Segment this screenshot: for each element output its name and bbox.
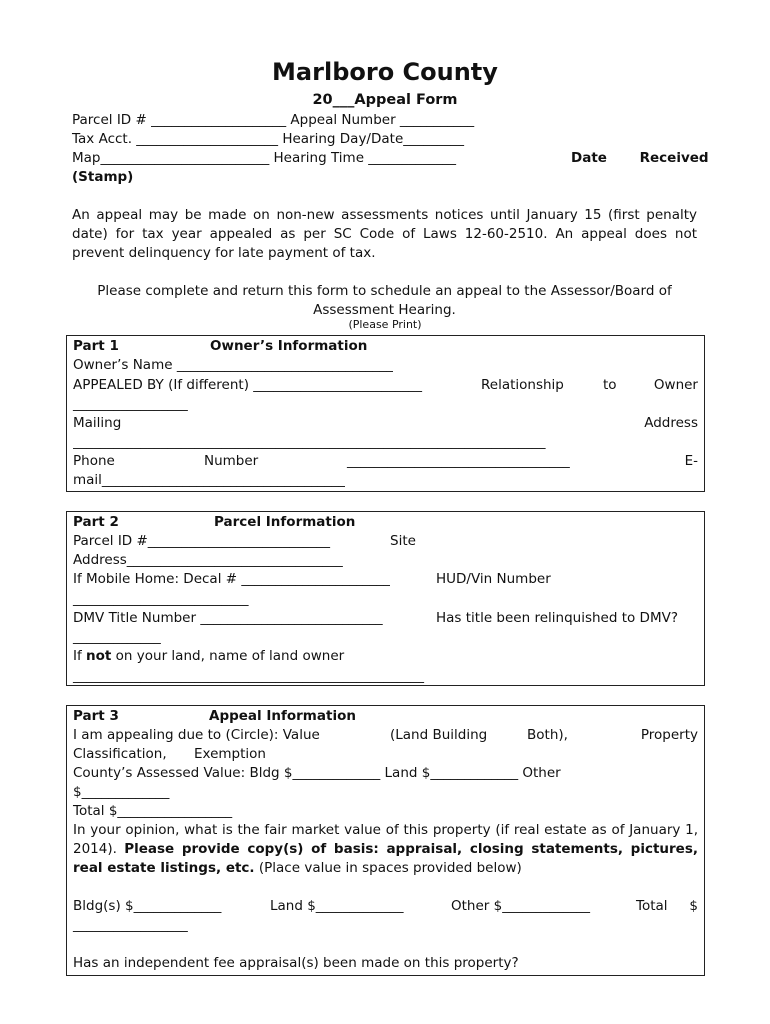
part3-heading: Appeal Information — [209, 708, 356, 724]
property-option[interactable]: Property — [640, 727, 698, 743]
fair-market-value-text — [73, 821, 698, 878]
appealed-by-field[interactable]: APPEALED BY (If different) _________________________ — [73, 377, 423, 393]
opinion-text: In your opinion, what is the fair market value of this property (if real estate as of January 1, 2014). — [73, 822, 698, 857]
parcel-id-field[interactable]: Parcel ID #___________________________ — [73, 533, 331, 549]
site-word: Site — [390, 533, 416, 549]
instruction-paragraph: Please complete and return this form to schedule an appeal to the Assessor/Board of Assessment Hearing. — [97, 283, 672, 318]
land-value-field[interactable]: Land $_____________ — [270, 898, 404, 914]
total-dollar: $ — [689, 898, 698, 914]
provide-copies-text: Please provide copy(s) of basis: appraisal, closing statements, pictures, real estate listings, etc. — [73, 841, 699, 876]
assessed-value-fields[interactable]: County’s Assessed Value: Bldg $_____________ Land $_____________ Other — [73, 765, 561, 781]
land-owner-field[interactable]: ____________________________________________________ — [73, 668, 424, 684]
assessed-total-field[interactable]: Total $_________________ — [73, 803, 233, 819]
place-value-text: (Place value in spaces provided below) — [258, 860, 522, 876]
part1-heading: Owner’s Information — [210, 338, 368, 354]
land-owner-if: If — [73, 648, 87, 664]
part3-label: Part 3 — [73, 708, 119, 724]
relinquished-question: Has title been relinquished to DMV? — [436, 610, 678, 626]
exemption-option[interactable]: Exemption — [194, 746, 266, 762]
address-word: Address — [644, 415, 698, 431]
part1-label: Part 1 — [73, 338, 119, 354]
total-value-field[interactable]: _________________ — [73, 917, 188, 933]
part2-parcel-section — [66, 511, 705, 686]
parcel-appeal-line: Parcel ID # ____________________ Appeal Number ___________ — [72, 112, 475, 128]
land-owner-not: not — [86, 648, 112, 664]
page-title: Marlboro County — [272, 58, 498, 86]
owner-word: Owner — [653, 377, 698, 393]
relationship-blank[interactable]: _________________ — [73, 396, 188, 412]
phone-field[interactable]: _________________________________ — [347, 453, 570, 469]
number-word: Number — [204, 453, 259, 469]
relationship-word: Relationship — [481, 377, 564, 393]
mobile-home-decal-field[interactable]: If Mobile Home: Decal # ______________________ — [73, 571, 390, 587]
assessed-other-field[interactable]: $_____________ — [73, 784, 170, 800]
mailing-address-field[interactable]: ______________________________________________________________________ — [73, 434, 546, 450]
date-received-label: Date Received — [571, 150, 709, 166]
land-building-option[interactable]: (Land Building — [390, 727, 488, 743]
classification-option[interactable]: Classification, — [73, 746, 167, 762]
map-hearing-time-line: Map_________________________ Hearing Time _____________ — [72, 150, 457, 166]
land-owner-label: on your land, name of land owner — [111, 648, 345, 664]
owner-name-field[interactable]: Owner’s Name ________________________________ — [73, 357, 393, 373]
form-subtitle: 20___Appeal Form — [312, 92, 458, 108]
to-word: to — [603, 377, 617, 393]
stamp-label: (Stamp) — [72, 169, 134, 185]
relinquished-field[interactable]: _____________ — [73, 629, 161, 645]
mailing-word: Mailing — [73, 415, 122, 431]
email-field[interactable]: mail____________________________________ — [73, 472, 345, 488]
part2-heading: Parcel Information — [214, 514, 356, 530]
independent-appraisal-question: Has an independent fee appraisal(s) been made on this property? — [73, 955, 519, 971]
tax-hearing-line: Tax Acct. _____________________ Hearing Day/Date_________ — [72, 131, 464, 147]
hud-vin-field[interactable]: __________________________ — [73, 591, 249, 607]
bldg-value-field[interactable]: Bldg(s) $_____________ — [73, 898, 222, 914]
phone-word: Phone — [73, 453, 115, 469]
part1-owner-section — [66, 335, 705, 492]
dmv-title-field[interactable]: DMV Title Number ___________________________ — [73, 610, 383, 626]
please-print-note: (Please Print) — [348, 318, 422, 331]
both-option[interactable]: Both), — [527, 727, 568, 743]
appealing-due-label: I am appealing due to (Circle): Value — [73, 727, 320, 743]
intro-paragraph: An appeal may be made on non-new assessments notices until January 15 (first penalty date) for tax year appealed as per SC Code of Laws 12-60-2510. An appeal does not prevent delinquency for late payment of tax. — [72, 207, 697, 261]
total-word: Total — [636, 898, 668, 914]
part2-label: Part 2 — [73, 514, 119, 530]
email-e-word: E- — [684, 453, 698, 469]
site-address-field[interactable]: Address________________________________ — [73, 552, 343, 568]
part3-appeal-section — [66, 705, 705, 976]
hud-vin-label: HUD/Vin Number — [436, 571, 551, 587]
other-value-field[interactable]: Other $_____________ — [451, 898, 590, 914]
